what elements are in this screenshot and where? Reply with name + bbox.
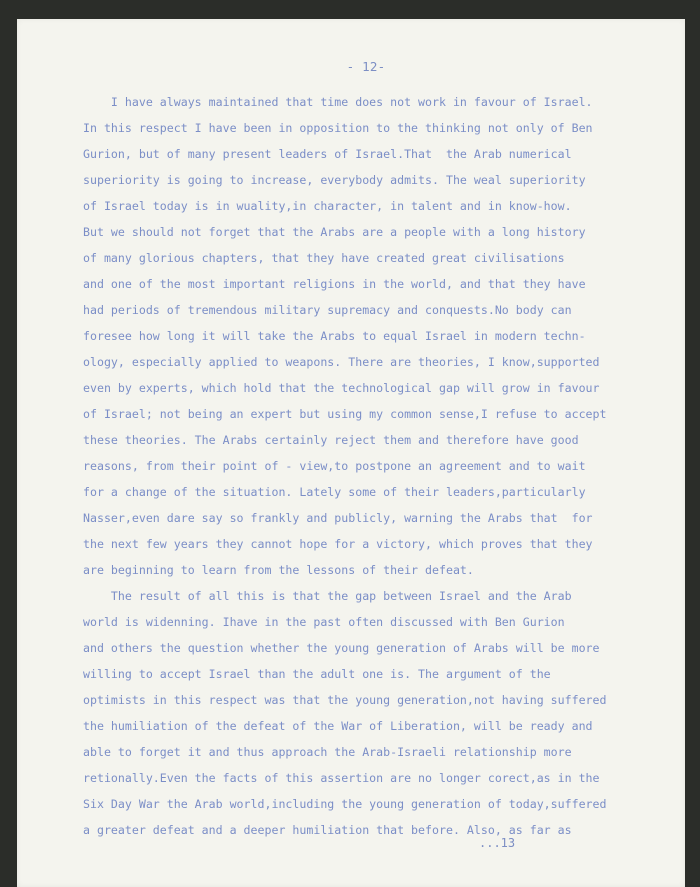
text-line: retionally.Even the facts of this assertion are no longer corect,as in the	[83, 771, 600, 785]
continuation-marker: ...13	[479, 836, 516, 850]
text-line: had periods of tremendous military supremacy and conquests.No body can	[83, 303, 572, 317]
text-line: these theories. The Arabs certainly reject them and therefore have good	[83, 433, 579, 447]
paragraph-2	[83, 583, 689, 843]
text-line: and one of the most important religions in the world, and that they have	[83, 277, 586, 291]
text-line: for a change of the situation. Lately some of their leaders,particularly	[83, 485, 586, 499]
text-line: willing to accept Israel than the adult one is. The argument of the	[83, 667, 551, 681]
text-line: are beginning to learn from the lessons of their defeat.	[83, 563, 474, 577]
document-page	[17, 19, 685, 887]
text-line: the humiliation of the defeat of the War of Liberation, will be ready and	[83, 719, 593, 733]
text-line: the next few years they cannot hope for a victory, which proves that they	[83, 537, 593, 551]
text-line: of Israel today is in wuality,in character, in talent and in know-how.	[83, 199, 572, 213]
text-line: reasons, from their point of - view,to postpone an agreement and to wait	[83, 459, 586, 473]
text-line: world is widenning. Ihave in the past often discussed with Ben Gurion	[83, 615, 565, 629]
paragraph-1	[83, 89, 689, 583]
text-line: But we should not forget that the Arabs are a people with a long history	[83, 225, 586, 239]
text-line: I have always maintained that time does not work in favour of Israel.	[83, 95, 593, 109]
text-line: superiority is going to increase, everybody admits. The weal superiority	[83, 173, 586, 187]
text-line: a greater defeat and a deeper humiliation that before. Also, as far as	[83, 823, 572, 837]
text-line: and others the question whether the young generation of Arabs will be more	[83, 641, 600, 655]
text-line: even by experts, which hold that the technological gap will grow in favour	[83, 381, 600, 395]
text-line: Six Day War the Arab world,including the young generation of today,suffered	[83, 797, 607, 811]
text-line: able to forget it and thus approach the Arab-Israeli relationship more	[83, 745, 572, 759]
document-body	[83, 89, 689, 843]
text-line: Gurion, but of many present leaders of Israel.That the Arab numerical	[83, 147, 572, 161]
text-line: optimists in this respect was that the young generation,not having suffered	[83, 693, 607, 707]
text-line: foresee how long it will take the Arabs to equal Israel in modern techn-	[83, 329, 586, 343]
text-line: The result of all this is that the gap between Israel and the Arab	[83, 589, 572, 603]
text-line: of many glorious chapters, that they have created great civilisations	[83, 251, 565, 265]
text-line: In this respect I have been in opposition to the thinking not only of Ben	[83, 121, 593, 135]
text-line: Nasser,even dare say so frankly and publicly, warning the Arabs that for	[83, 511, 593, 525]
text-line: ology, especially applied to weapons. There are theories, I know,supported	[83, 355, 600, 369]
text-line: of Israel; not being an expert but using my common sense,I refuse to accept	[83, 407, 607, 421]
page-number: - 12-	[346, 59, 386, 74]
